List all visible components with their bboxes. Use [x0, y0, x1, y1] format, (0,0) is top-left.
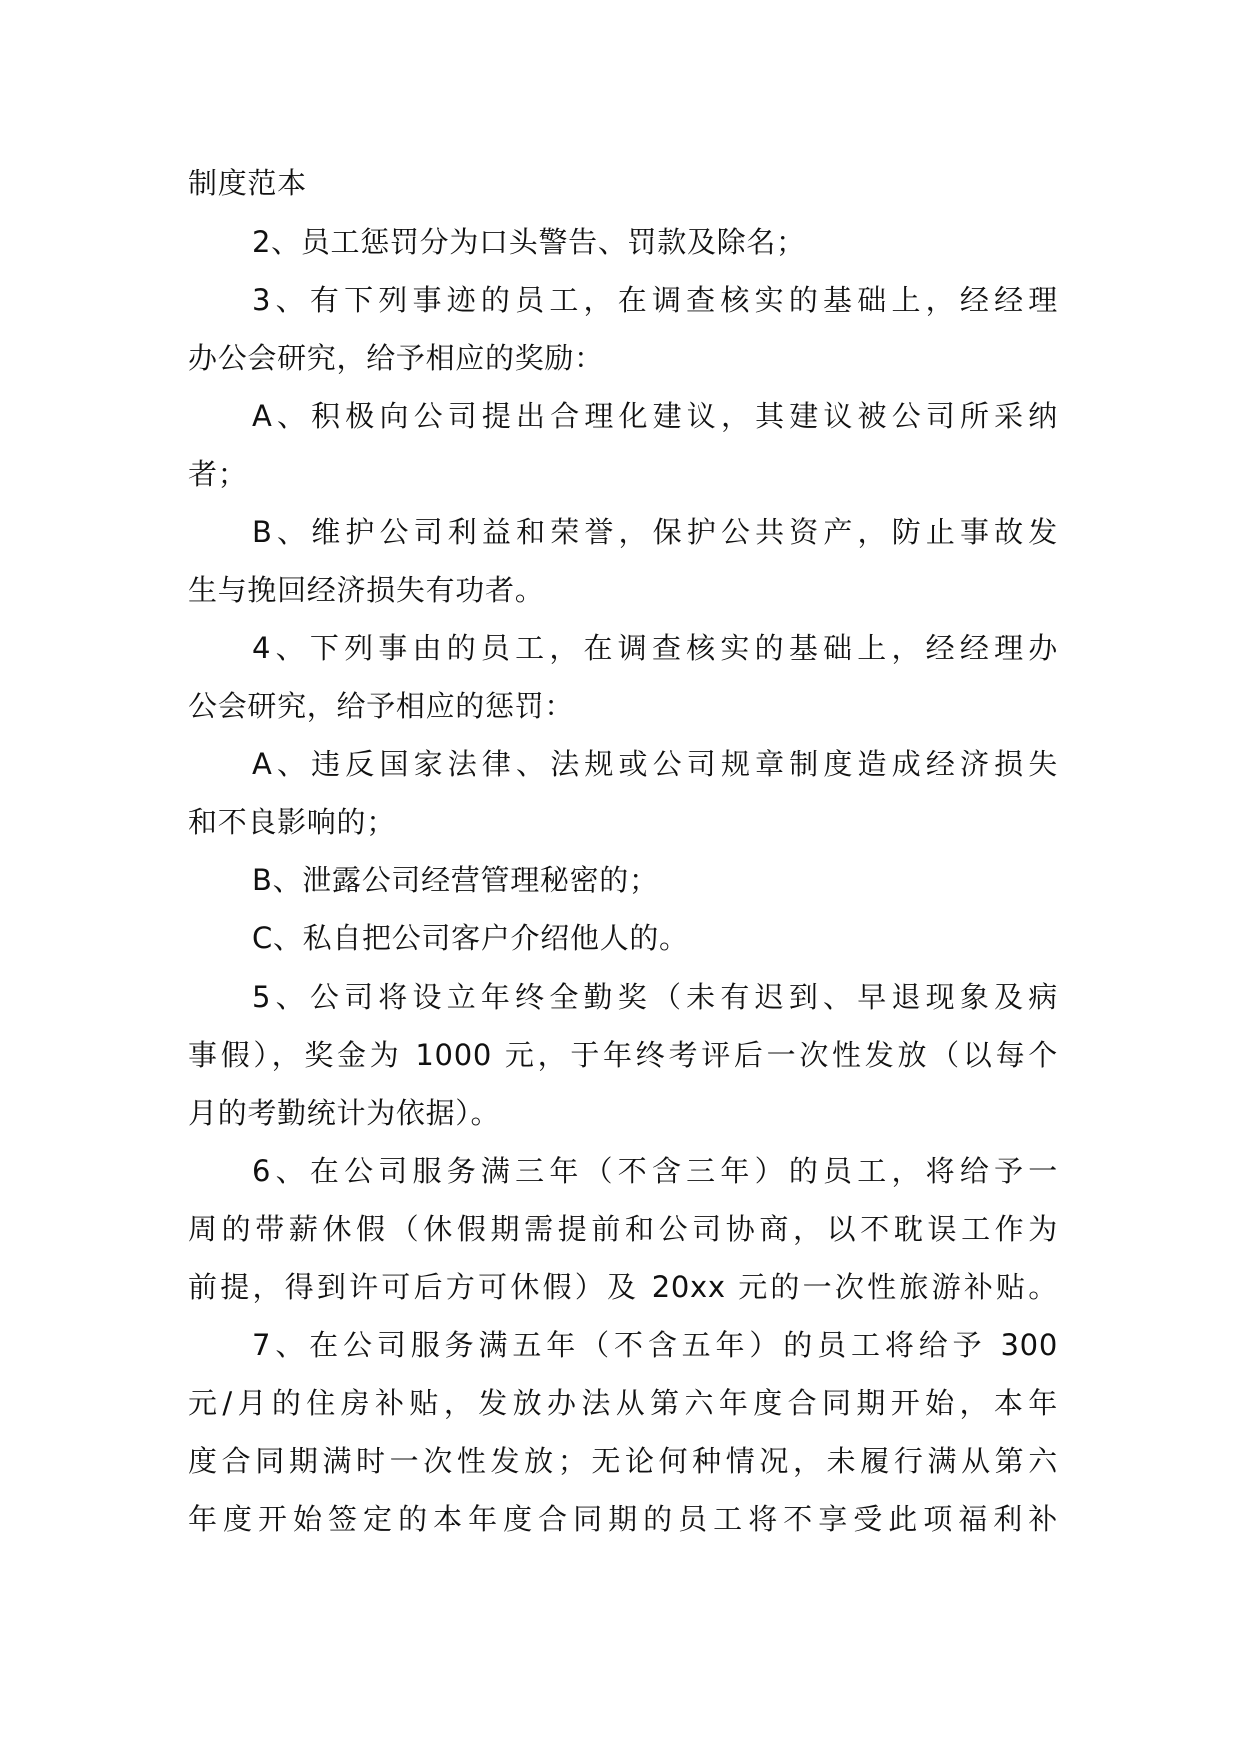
- text-line: 3、有下列事迹的员工，在调查核实的基础上，经经理: [252, 283, 1058, 317]
- document-heading: 制度范本: [188, 166, 307, 200]
- text-line: B、维护公司利益和荣誉，保护公共资产，防止事故发: [252, 515, 1058, 549]
- text-line: 年度开始签定的本年度合同期的员工将不享受此项福利补: [188, 1502, 1058, 1536]
- text-line: 月的考勤统计为依据）。: [188, 1096, 501, 1130]
- text-line: B、泄露公司经营管理秘密的；: [252, 863, 659, 897]
- text-line: A、积极向公司提出合理化建议，其建议被公司所采纳: [252, 399, 1058, 433]
- text-line: 5、公司将设立年终全勤奖（未有迟到、早退现象及病: [252, 980, 1058, 1014]
- text-line: 前提，得到许可后方可休假）及 20xx 元的一次性旅游补贴。: [188, 1270, 1058, 1304]
- text-line: A、违反国家法律、法规或公司规章制度造成经济损失: [252, 747, 1058, 781]
- text-line: 办公会研究，给予相应的奖励：: [188, 341, 604, 375]
- text-line: 元/月的住房补贴，发放办法从第六年度合同期开始，本年: [188, 1386, 1058, 1420]
- text-line: 4、下列事由的员工，在调查核实的基础上，经经理办: [252, 631, 1058, 665]
- text-line: 6、在公司服务满三年（不含三年）的员工，将给予一: [252, 1154, 1058, 1188]
- text-line: 公会研究，给予相应的惩罚：: [188, 689, 575, 723]
- text-line: 7、在公司服务满五年（不含五年）的员工将给予 300: [252, 1328, 1058, 1362]
- text-line: 2、员工惩罚分为口头警告、罚款及除名；: [252, 225, 806, 259]
- text-line: 者；: [188, 457, 248, 491]
- text-line: 事假），奖金为 1000 元，于年终考评后一次性发放（以每个: [188, 1038, 1058, 1072]
- text-line: 和不良影响的；: [188, 805, 396, 839]
- text-line: C、私自把公司客户介绍他人的。: [252, 921, 689, 955]
- text-line: 周的带薪休假（休假期需提前和公司协商，以不耽误工作为: [188, 1212, 1058, 1246]
- text-line: 生与挽回经济损失有功者。: [188, 573, 545, 607]
- text-line: 度合同期满时一次性发放；无论何种情况，未履行满从第六: [188, 1444, 1058, 1478]
